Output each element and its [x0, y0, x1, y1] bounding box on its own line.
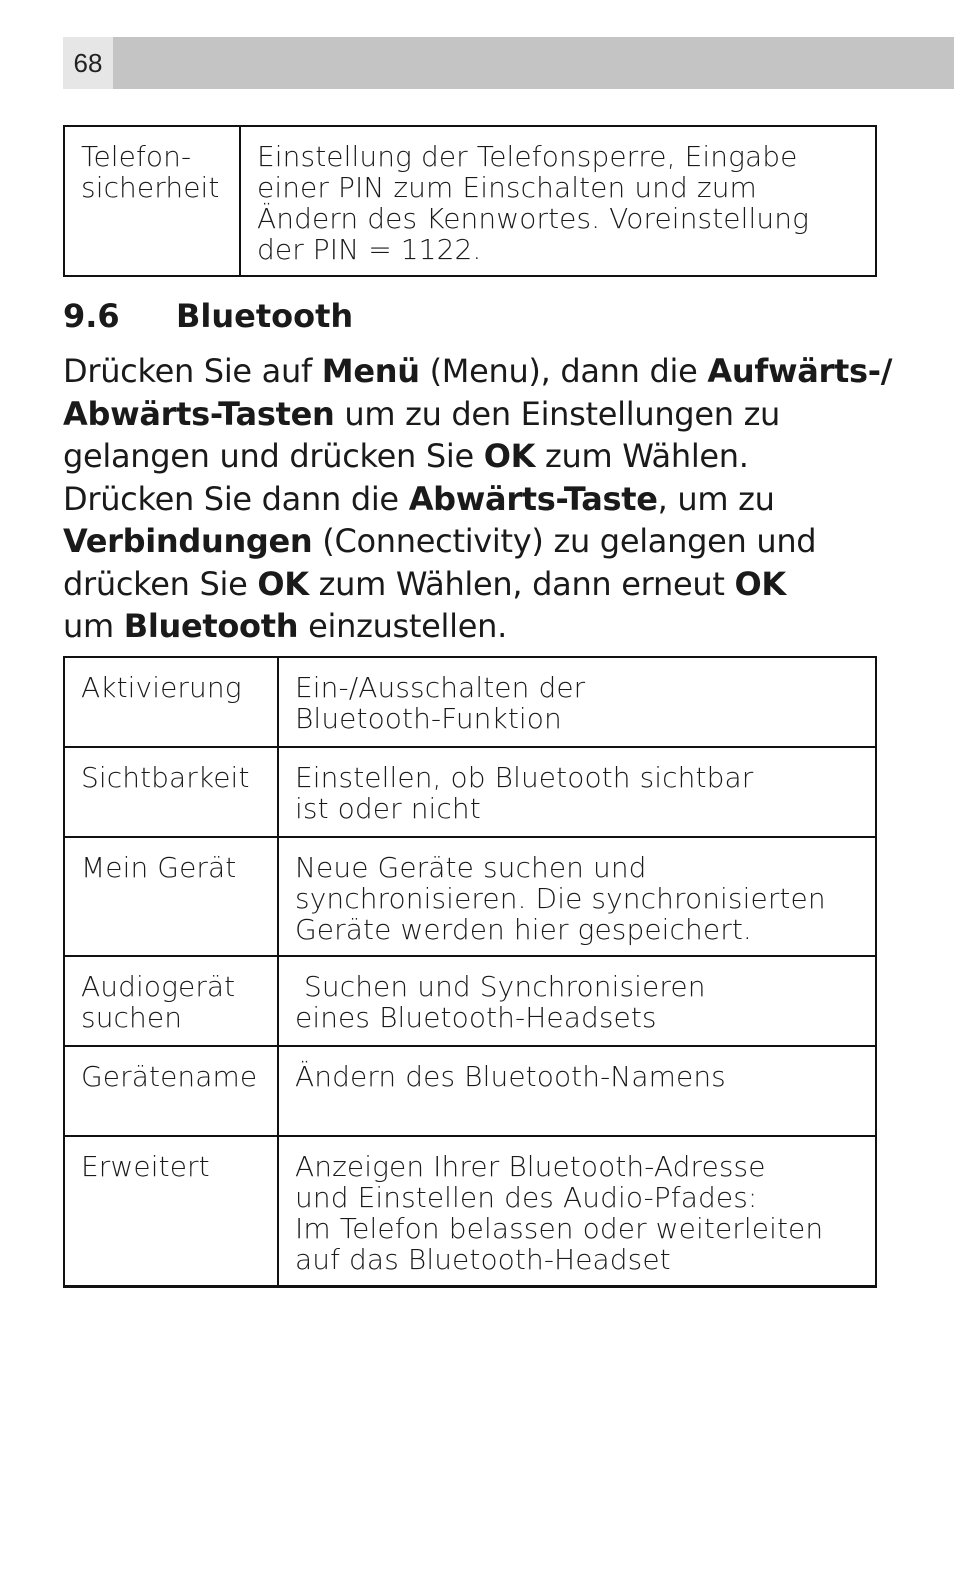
- section-heading: [63, 293, 353, 339]
- table-row: [64, 956, 876, 1046]
- text-run: um zu den Einstellungen zu: [334, 394, 781, 433]
- setting-name: Aktivierung: [64, 657, 278, 747]
- text-run: zum Wählen.: [535, 437, 749, 475]
- setting-name: Gerätename: [64, 1046, 278, 1136]
- section-title: Bluetooth: [176, 297, 354, 335]
- text-run: (Menu), dann die: [419, 352, 708, 390]
- bold-term: Aufwärts-/: [707, 352, 893, 390]
- text-run: gelangen und drücken Sie: [63, 437, 484, 475]
- setting-description: Ein-/Ausschalten der Bluetooth-Funktion: [278, 657, 876, 747]
- setting-description: Suchen und Synchronisieren eines Bluetooth-Headsets: [278, 956, 876, 1046]
- text-run: zum Wählen, dann erneut: [308, 564, 735, 603]
- bold-term: OK: [257, 564, 309, 603]
- table-row: [64, 657, 876, 747]
- setting-name: Audiogerät suchen: [64, 956, 278, 1046]
- setting-description: Anzeigen Ihrer Bluetooth-Adresse und Einstellen des Audio-Pfades: Im Telefon belassen oder weiterleiten auf das Bluetooth-Headset: [278, 1136, 876, 1287]
- setting-name: Erweitert: [64, 1136, 278, 1287]
- security-table: [63, 125, 877, 277]
- setting-description: Neue Geräte suchen und synchronisieren. Die synchronisierten Geräte werden hier gespeichert.: [278, 837, 876, 956]
- text-run: Drücken Sie auf: [63, 352, 322, 390]
- paragraph-line: [63, 393, 883, 436]
- bold-term: Abwärts-Tasten: [63, 394, 335, 433]
- bold-term: Bluetooth: [123, 607, 299, 645]
- bold-term: Abwärts-Taste: [408, 479, 658, 518]
- bold-term: Menü: [321, 352, 420, 390]
- setting-name: Sichtbarkeit: [64, 747, 278, 837]
- setting-description: Ändern des Bluetooth-Namens: [278, 1046, 876, 1136]
- bold-term: Verbindungen: [63, 522, 313, 560]
- table-row: [64, 1136, 876, 1287]
- paragraph-line: [63, 350, 893, 393]
- table-row: [64, 747, 876, 837]
- setting-name: Telefon- sicherheit: [64, 126, 240, 276]
- text-run: einzustellen.: [298, 607, 507, 645]
- bold-term: OK: [483, 437, 536, 475]
- setting-description: Einstellung der Telefonsperre, Eingabe einer PIN zum Einschalten und zum Ändern des Kennwortes. Voreinstellung der PIN = 1122.: [240, 126, 876, 276]
- setting-name: Mein Gerät: [64, 837, 278, 956]
- text-run: um: [63, 607, 124, 645]
- paragraph-line: [63, 478, 883, 521]
- section-number: 9.6: [63, 297, 120, 335]
- paragraph-line: [63, 435, 883, 478]
- table-row: [64, 126, 876, 276]
- bluetooth-settings-table: [63, 656, 877, 1288]
- text-run: Drücken Sie dann die: [63, 479, 409, 518]
- text-run: drücken Sie: [63, 564, 258, 603]
- paragraph-line: [63, 563, 883, 606]
- table-row: [64, 837, 876, 956]
- text-run: , um zu: [657, 479, 775, 518]
- table-row: [64, 1046, 876, 1136]
- instruction-paragraph: [63, 350, 893, 648]
- text-run: (Connectivity) zu gelangen und: [312, 522, 817, 560]
- setting-description: Einstellen, ob Bluetooth sichtbar ist oder nicht: [278, 747, 876, 837]
- header-bar: [63, 37, 954, 89]
- paragraph-line: [63, 605, 883, 648]
- page-number: 68: [63, 37, 113, 89]
- bold-term: OK: [734, 564, 786, 603]
- paragraph-line: [63, 520, 883, 563]
